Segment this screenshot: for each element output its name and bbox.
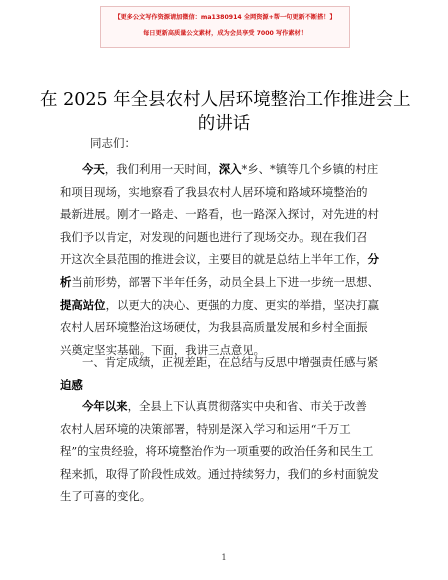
heading-line: 一、肯定成绩，正视差距，在总结与反思中增强责任感与紧: [82, 355, 379, 369]
document-title-line-1: 在 2025 年全县农村人居环境整治工作推进会上: [40, 90, 411, 110]
paragraph-line: 和项目现场，实地察看了我县农村人居环境和路域环境整治的: [60, 184, 368, 199]
text-run: *乡、*镇等几个乡镇的村庄: [241, 162, 379, 176]
bold-phrase: 分: [367, 252, 379, 267]
paragraph-line: 我们予以肯定，对发现的问题也进行了现场交办。现在我们召: [60, 229, 368, 244]
paragraph-line: [60, 271, 386, 294]
page-number: 1: [221, 553, 227, 562]
paragraph-line: 最新进展。刚才一路走、一路看，也一路深入探讨，对先进的村: [60, 207, 379, 222]
promo-banner-line-1: 【更多公文写作资源请加微信：ma1380914 全网资源+帮一句更新不断搭！】: [114, 14, 336, 21]
text-run: 当前形势，部署下半年任务，动员全县上下进一步统一思想、: [71, 274, 379, 289]
paragraph-line: 农村人居环境整治这场硬仗，为我县高质量发展和乡村全面振: [60, 320, 368, 335]
paragraph-line: 兴奠定坚实基础。下面，我讲三点意见。: [60, 342, 266, 357]
bold-phrase: 提高站位: [60, 297, 106, 312]
greeting: 同志们：: [90, 136, 136, 150]
heading-line: [60, 374, 386, 397]
paragraph-line: [60, 158, 386, 181]
text-run: ，以更大的决心、更强的力度、更实的举措，坚决打赢: [105, 297, 379, 312]
section-heading-1: [60, 351, 386, 396]
bold-phrase: 迫感: [60, 377, 83, 392]
paragraph-line: [60, 248, 386, 271]
paragraph-line: 农村人居环境的决策部署，特别是深入学习和运用“千万工: [60, 421, 351, 436]
paragraph-line: [60, 395, 386, 418]
text-run: ，全县上下认真贯彻落实中央和省、市关于改善: [127, 399, 367, 413]
intro-paragraph: [60, 158, 386, 361]
bold-phrase: 深入: [218, 162, 242, 176]
promo-banner-line-2: 每日更新高质量公文素材，成为会员享受 7000 写作素材！: [143, 30, 307, 37]
paragraph-line: 程”的宝贵经验，将环境整治作为一项重要的政治任务和民生工: [60, 444, 374, 459]
paragraph-line: 生了可喜的变化。: [60, 489, 152, 504]
bold-phrase: 今天: [82, 162, 105, 176]
bold-phrase: 今年以来: [82, 399, 128, 413]
document-title-line-2: 的讲话: [197, 114, 251, 134]
promo-banner: [100, 6, 350, 48]
body-paragraph: [60, 395, 386, 508]
bold-phrase: 析: [60, 274, 72, 289]
text-run: 开这次全县范围的推进会议，主要目的就是总结上半年工作，: [60, 252, 368, 267]
text-run: ，我们利用一天时间，: [104, 162, 219, 176]
paragraph-line: [60, 294, 386, 317]
paragraph-line: 程来抓，取得了阶段性成效。通过持续努力，我们的乡村面貌发: [60, 466, 379, 481]
